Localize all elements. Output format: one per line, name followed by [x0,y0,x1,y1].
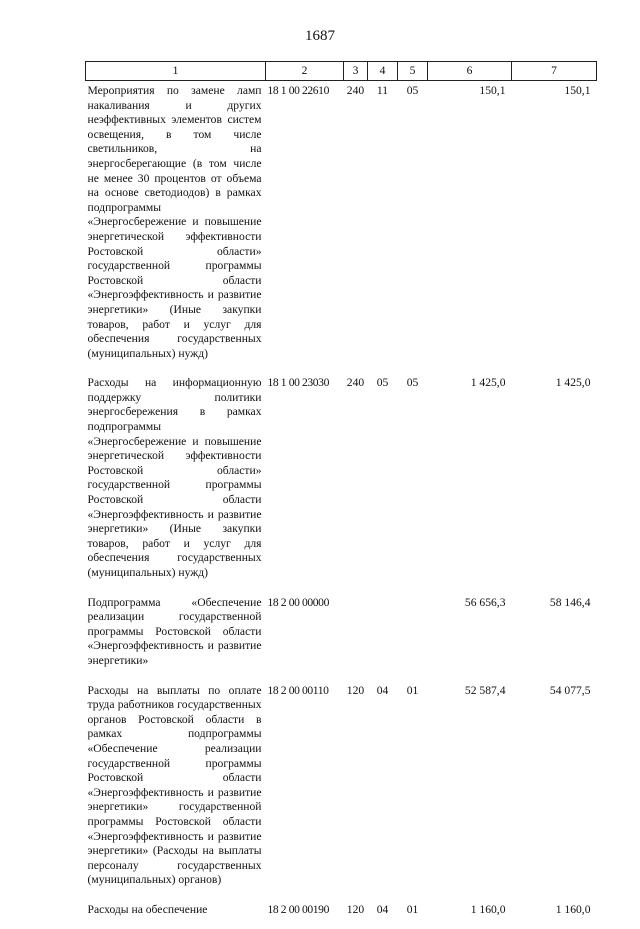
column-header: 5 [398,62,428,81]
column-header: 2 [266,62,344,81]
row-vr [344,593,368,681]
row-description: Мероприятия по замене ламп накаливания и других неэффективных элементов систем освещения, в том числе светильников, на энергосберегающие (в том числе не менее 30 процентов от объема на основе светодиодов) в рамках подпрограммы «Энергосбережение и повышение энергетической эффективности Ростовской области» государственной программы Ростовской области «Энергоэффективность и развитие энергетики» (Иные закупки товаров, работ и услуг для обеспечения государственных (муниципальных) нужд) [87,84,262,360]
row-code: 18 1 00 22610 [267,84,329,97]
table-row [86,81,597,374]
row-sum-2: 1 425,0 [555,376,591,390]
row-rz: 04 [376,683,389,697]
row-sum-1: 150,1 [479,84,506,97]
table-row [86,681,597,900]
row-code: 18 2 00 00190 [267,902,329,916]
row-vr: 240 [346,376,365,390]
row-pr: 01 [406,902,419,916]
row-rz: 04 [376,902,389,916]
row-vr: 120 [346,683,365,697]
row-sum-1: 56 656,3 [464,595,506,609]
row-sum-1: 1 425,0 [470,376,506,390]
table-row [86,900,597,929]
row-description: Расходы на обеспечение [87,902,208,916]
row-description: Расходы на информационную поддержку политики энергосбережения в рамках подпрограммы «Энергосбережение и повышение энергетической эффективности Ростовской области» государственной программы Ростовской области «Энергоэффективность и развитие энергетики» (Иные закупки товаров, работ и услуг для обеспечения государственных (муниципальных) нужд) [87,376,262,579]
row-rz: 05 [376,376,389,390]
row-sum-1: 1 160,0 [470,902,506,916]
row-vr: 120 [346,902,365,916]
table-row [86,593,597,681]
row-rz [368,593,398,681]
row-vr: 240 [346,84,365,97]
row-description: Расходы на выплаты по оплате труда работников государственных органов Ростовской области в рамках подпрограммы «Обеспечение реализации государственной программы Ростовской области «Энергоэффективность и развитие энергетики» государственной программы Ростовской области «Энергоэффективность и развитие энергетики» (Расходы на выплаты персоналу государственных (муниципальных) органов) [87,683,262,887]
row-code: 18 2 00 00000 [267,595,329,609]
row-sum-2: 1 160,0 [555,902,591,916]
row-pr [398,593,428,681]
page-number: 1687 [305,28,335,44]
row-code: 18 2 00 00110 [267,683,329,697]
column-header-row [86,62,597,81]
row-sum-1: 52 587,4 [464,683,506,697]
table-row [86,373,597,592]
column-header: 4 [368,62,398,81]
column-header: 6 [428,62,512,81]
column-header: 3 [344,62,368,81]
row-rz: 11 [376,84,389,97]
column-header: 7 [512,62,597,81]
row-pr: 05 [406,376,419,390]
row-sum-2: 58 146,4 [549,595,591,609]
row-pr: 05 [406,84,419,97]
row-sum-2: 54 077,5 [549,683,591,697]
row-code: 18 1 00 23030 [267,376,329,390]
column-header: 1 [86,62,266,81]
row-sum-2: 150,1 [564,84,591,97]
row-description: Подпрограмма «Обеспечение реализации государственной программы Ростовской области «Энергоэффективность и развитие энергетики» [87,595,262,667]
row-pr: 01 [406,683,419,697]
budget-table [85,61,597,929]
